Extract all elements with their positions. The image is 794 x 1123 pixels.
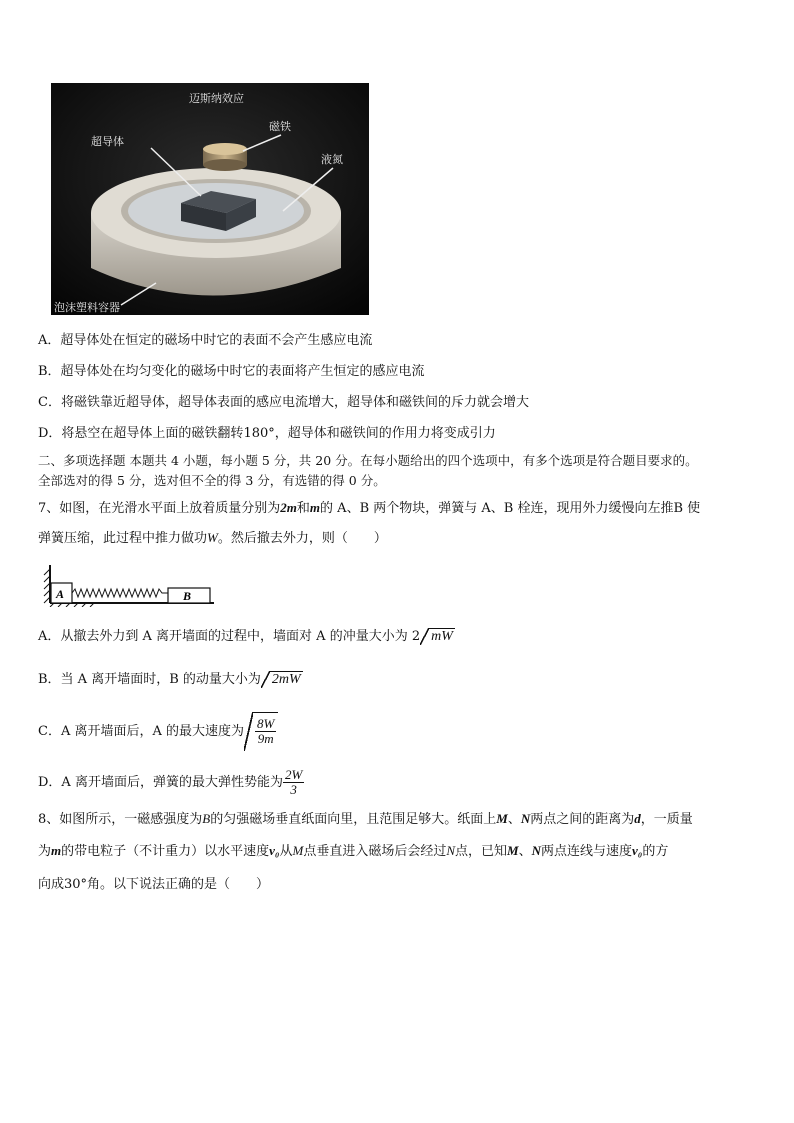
q7-option-b-text: B．当 A 离开墙面时，B 的动量大小为 — [38, 672, 261, 687]
q7-option-a-sqrt — [420, 628, 455, 645]
magnet-top — [203, 143, 247, 155]
q7-option-c-text: C．A 离开墙面后，A 的最大速度为 — [38, 724, 244, 739]
q8-text-c: 两点之间的距离为 — [530, 812, 635, 827]
q8-text-k: 的方 — [642, 844, 669, 859]
q7-option-c-denominator: 9m — [257, 731, 274, 746]
label-magnet: 磁铁 — [269, 120, 291, 133]
block-a-label: A — [56, 587, 65, 601]
q8-text-b: 的匀强磁场垂直纸面向里，且范围足够大。纸面上 — [210, 812, 497, 827]
section2-instructions-line1: 二、多项选择题 本题共 4 小题，每小题 5 分，共 20 分。在每小题给出的四个选项中，有多个选项是符合题目要求的。 — [38, 453, 698, 468]
q8-velocity-v0-2: v₀ — [632, 843, 643, 858]
q6-option-d-suffix: ，超导体和磁铁间的作用力将变成引力 — [274, 426, 496, 441]
magnet-bottom — [203, 159, 247, 171]
q8-distance-d: d — [634, 811, 641, 826]
meissner-effect-figure — [51, 83, 369, 315]
q6-option-d-prefix: D．将悬空在超导体上面的磁铁翻转 — [38, 426, 244, 441]
meissner-effect-illustration — [51, 83, 369, 315]
q8-text-h: 点垂直进入磁场后会经过 — [303, 844, 447, 859]
q8-text-a: 8、如图所示，一磁感强度为 — [38, 812, 203, 827]
section2-instructions-line2: 全部选对的得 5 分，选对但不全的得 3 分，有选错的得 0 分。 — [38, 473, 386, 488]
q8-text-f: 的带电粒子（不计重力）以水平速度 — [61, 844, 270, 859]
q7-option-a-radicand: mW — [431, 629, 453, 644]
q7-stem-text-d: 弹簧压缩，此过程中推力做功 — [38, 531, 208, 546]
spring-diagram — [42, 561, 217, 607]
q6-option-a: A．超导体处在恒定的磁场中时它的表面不会产生感应电流 — [38, 333, 373, 348]
q7-mass-2m: 2m — [280, 500, 297, 515]
q8-text-j: 两点连线与速度 — [541, 844, 633, 859]
q6-option-c: C．将磁铁靠近超导体，超导体表面的感应电流增大，超导体和磁铁间的斥力就会增大 — [38, 395, 529, 410]
q7-option-b — [38, 671, 303, 688]
q7-stem-text-b: 和 — [296, 501, 310, 516]
q8-stem-line1 — [38, 811, 693, 828]
q7-option-a — [38, 628, 455, 645]
q7-option-d-denominator: 3 — [290, 782, 297, 797]
q7-work-w: W — [207, 530, 218, 545]
q7-option-d-fraction — [283, 768, 304, 797]
block-b-label: B — [183, 589, 192, 603]
q6-option-d-angle: 180° — [243, 426, 275, 441]
q8-point-n-3: N — [531, 843, 541, 858]
q8-point-n: N — [520, 811, 531, 826]
q7-stem-text-a: 7、如图，在光滑水平面上放着质量分别为 — [38, 501, 281, 516]
q8-text-d: ，一质量 — [640, 812, 693, 827]
q8-sep-1: 、 — [507, 812, 521, 827]
q8-text-i: 点，已知 — [455, 844, 508, 859]
q8-point-m-3: M — [507, 843, 519, 858]
q8-velocity-v0: v₀ — [269, 843, 280, 858]
q8-point-m: M — [496, 811, 508, 826]
label-foam-container: 泡沫塑料容器 — [54, 301, 120, 314]
q8-text-g: 从 — [279, 844, 293, 859]
q8-text-e: 为 — [38, 844, 52, 859]
q7-option-d — [38, 764, 304, 802]
q7-mass-m: m — [309, 500, 321, 515]
label-superconductor: 超导体 — [91, 135, 124, 148]
spring-block-figure — [42, 561, 217, 607]
q6-option-d — [38, 426, 496, 442]
q8-field-b: B — [202, 811, 211, 826]
q7-option-c-fraction — [255, 717, 276, 746]
q7-option-c — [38, 712, 278, 750]
q7-stem-line2 — [38, 530, 387, 547]
q6-option-b: B．超导体处在均匀变化的磁场中时它的表面将产生恒定的感应电流 — [38, 364, 425, 379]
q8-sep-2: 、 — [518, 844, 532, 859]
figure-title: 迈斯纳效应 — [189, 92, 244, 105]
q7-option-b-radicand: 2mW — [271, 672, 301, 687]
label-liquid-nitrogen: 液氮 — [321, 153, 343, 166]
q8-point-m-2: M — [292, 843, 304, 858]
q7-option-c-numerator: 8W — [257, 716, 275, 731]
q7-stem-text-e: 。然后撤去外力，则（ ） — [217, 531, 387, 546]
q7-option-a-text: A．从撤去外力到 A 离开墙面的过程中，墙面对 A 的冲量大小为 2 — [38, 629, 421, 644]
q7-option-c-sqrt — [244, 712, 278, 751]
q7-option-b-sqrt — [261, 671, 303, 688]
q7-stem-text-c: 的 A、B 两个物块，弹簧与 A、B 栓连，现用外力缓慢向左推B 使 — [320, 501, 701, 516]
q8-stem-line2 — [38, 843, 668, 860]
spring — [72, 589, 168, 597]
q8-stem-line3: 向成30°角。以下说法正确的是（ ） — [38, 877, 270, 892]
q7-option-d-text: D．A 离开墙面后，弹簧的最大弹性势能为 — [38, 775, 283, 790]
q8-mass-m: m — [51, 843, 62, 858]
q7-option-d-numerator: 2W — [284, 767, 303, 782]
q8-point-n-2: N — [446, 843, 456, 858]
q7-stem-line1 — [38, 500, 700, 517]
